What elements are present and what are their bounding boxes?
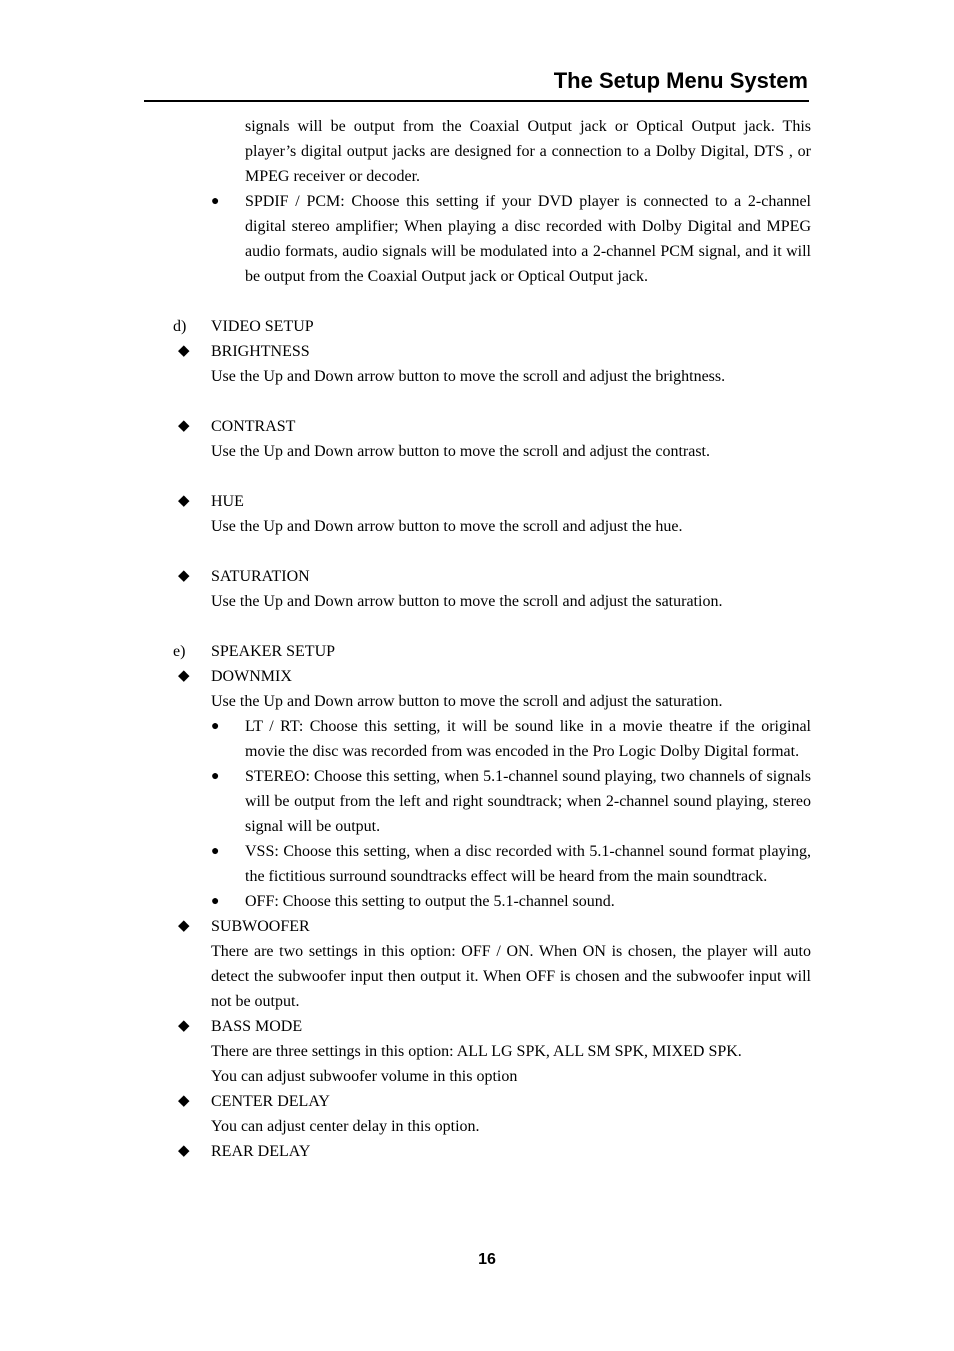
downmix-text: Use the Up and Down arrow button to move the scroll and adjust the saturation. bbox=[211, 693, 723, 710]
item-title: SUBWOOFER bbox=[211, 918, 310, 935]
downmix-ltrt-item bbox=[211, 714, 811, 764]
brightness-text: Use the Up and Down arrow button to move the scroll and adjust the brightness. bbox=[211, 368, 726, 385]
diamond-icon: ◆ bbox=[178, 1018, 190, 1034]
downmix-stereo-item bbox=[211, 764, 811, 839]
diamond-icon: ◆ bbox=[178, 568, 190, 584]
vss-text: VSS: Choose this setting, when a disc recorded with 5.1-channel sound format playing, the fictitious surround soundtracks effect will be heard from the main soundtrack. bbox=[245, 843, 811, 885]
item-title: SATURATION bbox=[211, 568, 310, 585]
header-rule bbox=[144, 100, 809, 102]
off-text: OFF: Choose this setting to output the 5.1-channel sound. bbox=[245, 893, 615, 910]
bullet-icon: ● bbox=[211, 719, 220, 734]
diamond-icon: ◆ bbox=[178, 1093, 190, 1109]
downmix-off-item bbox=[211, 889, 811, 914]
bullet-icon: ● bbox=[211, 769, 220, 784]
saturation-heading bbox=[178, 564, 811, 589]
center-delay-text: You can adjust center delay in this option. bbox=[211, 1118, 480, 1135]
item-title: BRIGHTNESS bbox=[211, 343, 310, 360]
stereo-text: STEREO: Choose this setting, when 5.1-channel sound playing, two channels of signals will be output from the left and right soundtrack; when 2-channel sound playing, stereo signal will be output. bbox=[245, 768, 811, 835]
intro-continuation: signals will be output from the Coaxial Output jack or Optical Output jack. This player’s digital output jacks are designed for a connection to a Dolby Digital, DTS , or MPEG receiver or decoder. bbox=[245, 118, 811, 185]
item-title: CENTER DELAY bbox=[211, 1093, 330, 1110]
diamond-icon: ◆ bbox=[178, 493, 190, 509]
hue-text: Use the Up and Down arrow button to move the scroll and adjust the hue. bbox=[211, 518, 683, 535]
downmix-heading bbox=[178, 664, 811, 689]
bullet-icon: ● bbox=[211, 194, 220, 209]
rear-delay-heading bbox=[178, 1139, 811, 1164]
item-title: REAR DELAY bbox=[211, 1143, 311, 1160]
bass-mode-text-2: You can adjust subwoofer volume in this option bbox=[211, 1068, 518, 1085]
bullet-icon: ● bbox=[211, 844, 220, 859]
bass-mode-text-1: There are three settings in this option: ALL LG SPK, ALL SM SPK, MIXED SPK. bbox=[211, 1043, 742, 1060]
center-delay-heading bbox=[178, 1089, 811, 1114]
ltrt-text: LT / RT: Choose this setting, it will be sound like in a movie theatre if the original movie the disc was recorded from was encoded in the Pro Logic Dolby Digital format. bbox=[245, 718, 811, 760]
diamond-icon: ◆ bbox=[178, 343, 190, 359]
subwoofer-heading bbox=[178, 914, 811, 939]
hue-heading bbox=[178, 489, 811, 514]
brightness-heading bbox=[178, 339, 811, 364]
bullet-icon: ● bbox=[211, 894, 220, 909]
diamond-icon: ◆ bbox=[178, 668, 190, 684]
diamond-icon: ◆ bbox=[178, 918, 190, 934]
item-title: BASS MODE bbox=[211, 1018, 303, 1035]
contrast-heading bbox=[178, 414, 811, 439]
page-content bbox=[0, 114, 954, 1164]
item-title: DOWNMIX bbox=[211, 668, 292, 685]
item-title: HUE bbox=[211, 493, 244, 510]
spdif-pcm-item bbox=[211, 189, 811, 289]
item-title: CONTRAST bbox=[211, 418, 296, 435]
spdif-pcm-text: SPDIF / PCM: Choose this setting if your DVD player is connected to a 2-channel digital stereo amplifier; When playing a disc recorded with Dolby Digital and MPEG audio formats, audio signals will be modulated into a 2-channel PCM signal, and it will be output from the Coaxial Output jack or Optical Output jack. bbox=[245, 193, 811, 285]
section-speaker-setup bbox=[173, 639, 811, 664]
page-number: 16 bbox=[478, 1251, 496, 1268]
section-letter: e) bbox=[173, 643, 186, 660]
diamond-icon: ◆ bbox=[178, 1143, 190, 1159]
downmix-vss-item bbox=[211, 839, 811, 889]
saturation-text: Use the Up and Down arrow button to move the scroll and adjust the saturation. bbox=[211, 593, 723, 610]
section-video-setup bbox=[173, 314, 811, 339]
contrast-text: Use the Up and Down arrow button to move the scroll and adjust the contrast. bbox=[211, 443, 710, 460]
section-letter: d) bbox=[173, 318, 187, 335]
bass-mode-heading bbox=[178, 1014, 811, 1039]
section-title: SPEAKER SETUP bbox=[211, 643, 336, 660]
page-header-title: The Setup Menu System bbox=[553, 68, 808, 93]
diamond-icon: ◆ bbox=[178, 418, 190, 434]
subwoofer-text: There are two settings in this option: OFF / ON. When ON is chosen, the player will auto detect the subwoofer input then output it. When OFF is chosen and the subwoofer input will not be output. bbox=[211, 943, 811, 1010]
section-title: VIDEO SETUP bbox=[211, 318, 314, 335]
